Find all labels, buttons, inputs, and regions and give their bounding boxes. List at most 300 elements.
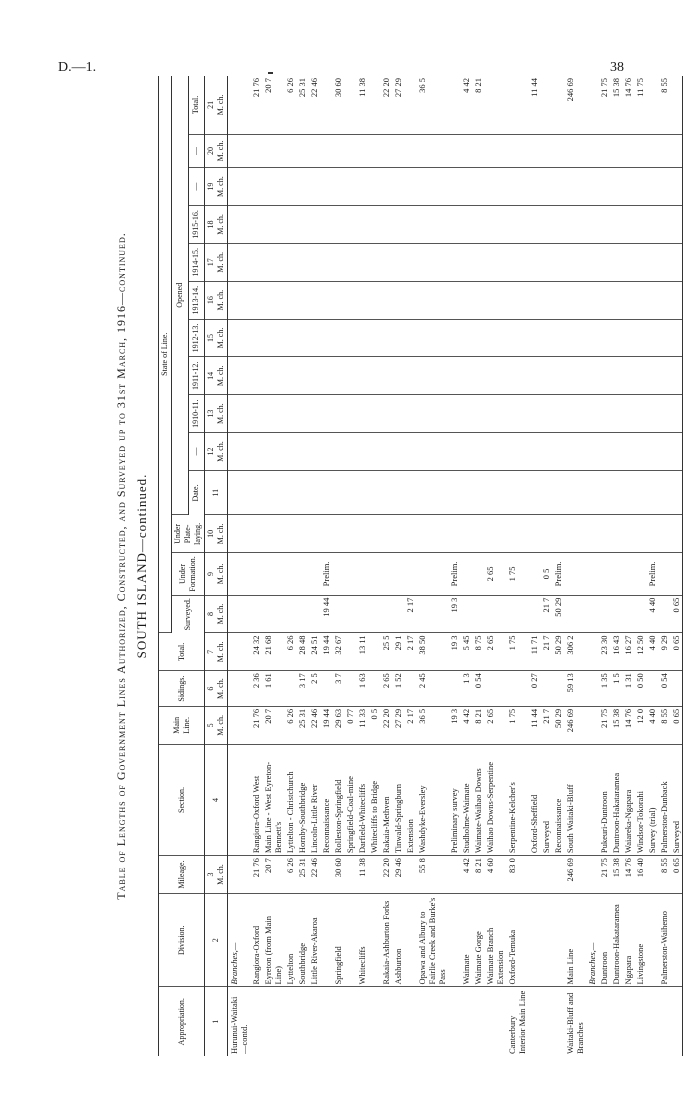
cell-date [658, 470, 670, 515]
cell-ml: 2 65 [484, 706, 506, 744]
cell-opened-period [472, 281, 484, 319]
table-row [506, 76, 528, 1056]
cell-opened-period [284, 395, 296, 433]
cell-opened-period [380, 395, 392, 433]
cell-sid [586, 671, 598, 707]
cell-opened-period [344, 243, 356, 281]
unit-label: M. ch. [216, 441, 225, 462]
cell-opened-period [332, 357, 344, 395]
cell-app [332, 987, 344, 1056]
cell-sec: Darfield-Whitecliffs [356, 744, 368, 855]
cell-plate [356, 515, 368, 553]
cell-opened-period [598, 319, 610, 357]
cell-sur [622, 595, 634, 633]
cell-sid [646, 671, 658, 707]
cell-grand-total: 14 76 [622, 76, 634, 134]
cell-tot: 32 67 [332, 633, 344, 671]
cell-opened-period [484, 206, 506, 244]
cell-mil: 0 65 [670, 856, 683, 894]
cell-sur: 0 65 [670, 595, 683, 633]
table-row [484, 76, 506, 1056]
cell-opened-period [598, 243, 610, 281]
cell-div [344, 893, 356, 987]
cell-opened-period [506, 395, 528, 433]
cell-grand-total: 8 21 [472, 76, 484, 134]
cell-form [528, 553, 540, 595]
cell-opened-period [356, 395, 368, 433]
cell-app [610, 987, 622, 1056]
cell-grand-total: 36 5 [416, 76, 448, 134]
cell-sid: 59 13 [564, 671, 586, 707]
cell-opened-period [528, 433, 540, 471]
cell-opened-period [528, 281, 540, 319]
cell-opened-period [658, 134, 670, 167]
cell-plate [552, 515, 564, 553]
cell-opened-period [472, 206, 484, 244]
cell-mil: 16 40 [634, 856, 646, 894]
cell-tot: 25 5 [380, 633, 392, 671]
cell-opened-period [460, 206, 472, 244]
unit-label: M. ch. [216, 289, 225, 311]
cell-opened-period [392, 357, 404, 395]
cell-sur [460, 595, 472, 633]
table-subtitle: SOUTH ISLAND—continued. [134, 473, 149, 659]
cell-opened-period [416, 206, 448, 244]
cell-opened-period [540, 281, 552, 319]
cell-grand-total [448, 76, 460, 134]
cell-date [320, 470, 332, 515]
cell-plate [228, 515, 251, 553]
table-row [296, 76, 308, 1056]
cell-tot: 13 11 [356, 633, 368, 671]
column-number [205, 433, 228, 471]
cell-opened-period [448, 168, 460, 206]
cell-div: Ashburton [392, 893, 404, 987]
cell-sur [484, 595, 506, 633]
cell-tot: 2 65 [484, 633, 506, 671]
cell-mil: 21 76 [250, 856, 262, 894]
cell-form: 0 5 [540, 553, 552, 595]
cell-form [228, 553, 251, 595]
column-number-label: 5 [206, 723, 215, 728]
cell-opened-period [332, 395, 344, 433]
cell-opened-period [380, 168, 392, 206]
cell-mil: 55 8 [416, 856, 448, 894]
cell-sec: Rangiora-Oxford West [250, 744, 262, 855]
cell-opened-period [320, 206, 332, 244]
cell-opened-period [356, 134, 368, 167]
cell-ml: 14 76 [622, 706, 634, 744]
cell-opened-period [344, 357, 356, 395]
column-number [205, 168, 228, 206]
cell-opened-period [380, 319, 392, 357]
cell-opened-period [332, 168, 344, 206]
cell-grand-total: 20 7 [262, 76, 284, 134]
cell-date [586, 470, 598, 515]
cell-opened-period [506, 134, 528, 167]
table-row [404, 76, 416, 1056]
cell-form [472, 553, 484, 595]
cell-sec: Windsor-Tokorahi [634, 744, 646, 855]
column-number [205, 553, 228, 595]
cell-app [658, 987, 670, 1056]
cell-opened-period [404, 319, 416, 357]
cell-plate [586, 515, 598, 553]
cell-plate [380, 515, 392, 553]
cell-mil [448, 856, 460, 894]
cell-date [506, 470, 528, 515]
column-number [205, 706, 228, 744]
cell-sid [320, 671, 332, 707]
cell-opened-period [552, 319, 564, 357]
table-row [356, 76, 368, 1056]
column-number [205, 76, 228, 134]
column-number [205, 595, 228, 633]
column-number [205, 281, 228, 319]
cell-opened-period [552, 281, 564, 319]
cell-tot: 19 3 [448, 633, 460, 671]
cell-tot: 16 43 [610, 633, 622, 671]
cell-sur [368, 595, 380, 633]
cell-opened-period [262, 206, 284, 244]
cell-sec: Duntroon-Hakataramea [610, 744, 622, 855]
cell-opened-period [658, 168, 670, 206]
cell-plate [472, 515, 484, 553]
cell-opened-period [506, 433, 528, 471]
cell-app [622, 987, 634, 1056]
cell-ml: 25 31 [296, 706, 308, 744]
cell-app: Canterbury Interior Main Line [507, 990, 527, 1054]
cell-grand-total [586, 76, 598, 134]
cell-form: Prelim. [646, 553, 658, 595]
table-row [448, 76, 460, 1056]
cell-opened-period [368, 206, 380, 244]
cell-tot: 4 40 [646, 633, 658, 671]
cell-form [622, 553, 634, 595]
cell-opened-period [586, 357, 598, 395]
cell-plate [658, 515, 670, 553]
cell-tot: 11 71 [528, 633, 540, 671]
cell-date [344, 470, 356, 515]
cell-sec: Palmerston-Dunback [658, 744, 670, 855]
cell-div: Springfield [332, 893, 344, 987]
cell-opened-period [380, 433, 392, 471]
cell-tot: 21 7 [540, 633, 552, 671]
cell-sec: Lyttelton - Christchurch [284, 744, 296, 855]
cell-sec: Studholme-Waimate [460, 744, 472, 855]
cell-opened-period [528, 395, 540, 433]
cell-opened-period [228, 433, 251, 471]
cell-plate [416, 515, 448, 553]
cell-ml: 20 7 [262, 706, 284, 744]
cell-ml: 4 40 [646, 706, 658, 744]
cell-opened-period [484, 281, 506, 319]
cell-app [356, 987, 368, 1056]
cell-app [404, 987, 416, 1056]
header-surveyed: Surveyed. [172, 595, 205, 633]
cell-opened-period [284, 281, 296, 319]
cell-app [448, 987, 460, 1056]
cell-opened-period [332, 281, 344, 319]
header-period: 1913-14. [188, 281, 205, 319]
cell-opened-period [296, 243, 308, 281]
cell-opened-period [404, 281, 416, 319]
cell-sec: Waihao Downs-Serpentine [484, 744, 506, 855]
table-row [598, 76, 610, 1056]
header-opened: Opened [172, 76, 189, 515]
cell-opened-period [308, 395, 320, 433]
cell-form [368, 553, 380, 595]
cell-form [308, 553, 320, 595]
cell-date [356, 470, 368, 515]
cell-sec: Surveyed [670, 744, 683, 855]
table-row [262, 76, 284, 1056]
cell-sid: 1 63 [356, 671, 368, 707]
cell-opened-period [404, 433, 416, 471]
cell-date [448, 470, 460, 515]
cell-opened-period [634, 433, 646, 471]
cell-plate [634, 515, 646, 553]
cell-opened-period [586, 395, 598, 433]
cell-app [540, 987, 552, 1056]
cell-sec: Survey (trial) [646, 744, 658, 855]
cell-ml: 11 44 [528, 706, 540, 744]
cell-sur [380, 595, 392, 633]
cell-div [540, 893, 552, 987]
cell-sur: 19 3 [448, 595, 460, 633]
cell-date [416, 470, 448, 515]
cell-opened-period [228, 395, 251, 433]
cell-opened-period [564, 243, 586, 281]
cell-opened-period [448, 206, 460, 244]
cell-tot: 5 45 [460, 633, 472, 671]
cell-opened-period [622, 357, 634, 395]
column-number-label: 1 [211, 1019, 220, 1024]
cell-app [646, 987, 658, 1056]
cell-opened-period [296, 395, 308, 433]
cell-date [296, 470, 308, 515]
cell-opened-period [308, 243, 320, 281]
cell-tot: 8 75 [472, 633, 484, 671]
cell-tot: 1 75 [506, 633, 528, 671]
cell-opened-period [228, 319, 251, 357]
cell-ml: 19 44 [320, 706, 332, 744]
cell-opened-period [284, 319, 296, 357]
cell-opened-period [344, 134, 356, 167]
cell-opened-period [484, 319, 506, 357]
cell-date [610, 470, 622, 515]
cell-plate [448, 515, 460, 553]
column-number-label: 2 [211, 938, 220, 943]
cell-opened-period [472, 319, 484, 357]
cell-plate [598, 515, 610, 553]
cell-opened-period [250, 319, 262, 357]
cell-tot: 19 44 [320, 633, 332, 671]
cell-date [622, 470, 634, 515]
cell-opened-period [610, 395, 622, 433]
cell-mil [586, 856, 598, 894]
cell-form: 1 75 [506, 553, 528, 595]
cell-opened-period [228, 243, 251, 281]
cell-grand-total: 25 31 [296, 76, 308, 134]
cell-opened-period [528, 134, 540, 167]
cell-opened-period [552, 395, 564, 433]
cell-opened-period [610, 243, 622, 281]
cell-ml: 22 20 [380, 706, 392, 744]
header-period: Total. [188, 76, 205, 134]
column-number-label: 13 [206, 409, 215, 418]
cell-opened-period [646, 134, 658, 167]
page-number: 38 [610, 60, 624, 75]
cell-plate [344, 515, 356, 553]
cell-opened-period [262, 134, 284, 167]
cell-opened-period [658, 243, 670, 281]
cell-sec: Hornby-Southbridge [296, 744, 308, 855]
column-number-label: 19 [206, 182, 215, 191]
cell-sur [658, 595, 670, 633]
cell-opened-period [552, 243, 564, 281]
cell-opened-period [646, 319, 658, 357]
cell-div: Southbridge [296, 893, 308, 987]
cell-opened-period [448, 395, 460, 433]
cell-grand-total [484, 76, 506, 134]
cell-opened-period [658, 357, 670, 395]
cell-div: Lyttelton [284, 893, 296, 987]
cell-app: Hurunui-Waitaki—contd. [229, 996, 249, 1054]
cell-app [392, 987, 404, 1056]
cell-opened-period [356, 433, 368, 471]
cell-tot: 23 30 [598, 633, 610, 671]
cell-app [634, 987, 646, 1056]
cell-sec: Washdyke-Eversley [416, 744, 448, 855]
cell-opened-period [250, 243, 262, 281]
unit-label: M. ch. [216, 523, 225, 545]
cell-opened-period [448, 134, 460, 167]
cell-opened-period [344, 168, 356, 206]
cell-opened-period [368, 319, 380, 357]
cell-app [586, 987, 598, 1056]
cell-sid: 1 3 [460, 671, 472, 707]
cell-opened-period [332, 433, 344, 471]
column-number-label: 3 [206, 872, 215, 877]
cell-opened-period [308, 433, 320, 471]
cell-opened-period [540, 243, 552, 281]
cell-sur: 2 17 [404, 595, 416, 633]
cell-opened-period [586, 433, 598, 471]
cell-opened-period [284, 168, 296, 206]
cell-opened-period [262, 433, 284, 471]
cell-mil: 4 60 [484, 856, 506, 894]
cell-ml: 50 29 [552, 706, 564, 744]
cell-opened-period [622, 243, 634, 281]
cell-sec: Surveyed [540, 744, 552, 855]
cell-opened-period [658, 319, 670, 357]
cell-plate [622, 515, 634, 553]
cell-date [472, 470, 484, 515]
cell-opened-period [634, 319, 646, 357]
cell-opened-period [404, 206, 416, 244]
table-row [392, 76, 404, 1056]
cell-opened-period [404, 243, 416, 281]
header-mileage: Mileage. [159, 856, 205, 894]
column-number [205, 243, 228, 281]
cell-div: Ngapara [622, 893, 634, 987]
cell-div: Waimate Gorge [472, 893, 484, 987]
cell-opened-period [670, 168, 683, 206]
cell-mil [320, 856, 332, 894]
cell-plate [610, 515, 622, 553]
table-row [416, 76, 448, 1056]
cell-opened-period [392, 281, 404, 319]
column-number-label: 8 [206, 612, 215, 617]
column-number-label: 9 [206, 571, 215, 576]
cell-opened-period [528, 357, 540, 395]
cell-opened-period [484, 243, 506, 281]
cell-opened-period [528, 168, 540, 206]
cell-sur [610, 595, 622, 633]
cell-sur [262, 595, 284, 633]
cell-form [564, 553, 586, 595]
cell-opened-period [586, 281, 598, 319]
table-row [564, 76, 586, 1056]
cell-sec: Extension [404, 744, 416, 855]
cell-ml: 1 75 [506, 706, 528, 744]
column-number [205, 395, 228, 433]
cell-opened-period [344, 433, 356, 471]
cell-opened-period [564, 395, 586, 433]
cell-opened-period [658, 433, 670, 471]
cell-opened-period [586, 134, 598, 167]
cell-opened-period [670, 206, 683, 244]
cell-mil: 20 7 [262, 856, 284, 894]
cell-app [296, 987, 308, 1056]
cell-grand-total: 15 38 [610, 76, 622, 134]
table-row [552, 76, 564, 1056]
header-appropriation: Appropriation. [159, 987, 205, 1056]
cell-opened-period [670, 243, 683, 281]
cell-grand-total [228, 76, 251, 134]
table-row [344, 76, 356, 1056]
cell-opened-period [296, 206, 308, 244]
cell-sid [552, 671, 564, 707]
cell-opened-period [610, 134, 622, 167]
cell-ml: 8 21 [472, 706, 484, 744]
column-number [205, 206, 228, 244]
cell-opened-period [670, 134, 683, 167]
cell-ml [228, 706, 251, 744]
cell-plate [484, 515, 506, 553]
table-row [228, 76, 251, 1056]
column-number-label: 4 [211, 797, 220, 802]
column-number [205, 470, 228, 515]
column-number-label: 12 [206, 447, 215, 456]
cell-mil: 30 60 [332, 856, 344, 894]
cell-app [472, 987, 484, 1056]
cell-opened-period [540, 395, 552, 433]
cell-opened-period [540, 134, 552, 167]
cell-sid: 0 50 [634, 671, 646, 707]
cell-form: Prelim. [320, 553, 332, 595]
header-period: — [188, 168, 205, 206]
cell-opened-period [404, 357, 416, 395]
cell-sid: 2 65 [380, 671, 392, 707]
cell-opened-period [598, 433, 610, 471]
cell-opened-period [564, 357, 586, 395]
cell-opened-period [250, 281, 262, 319]
cell-form [634, 553, 646, 595]
header-date: Date. [188, 470, 205, 515]
cell-grand-total [506, 76, 528, 134]
